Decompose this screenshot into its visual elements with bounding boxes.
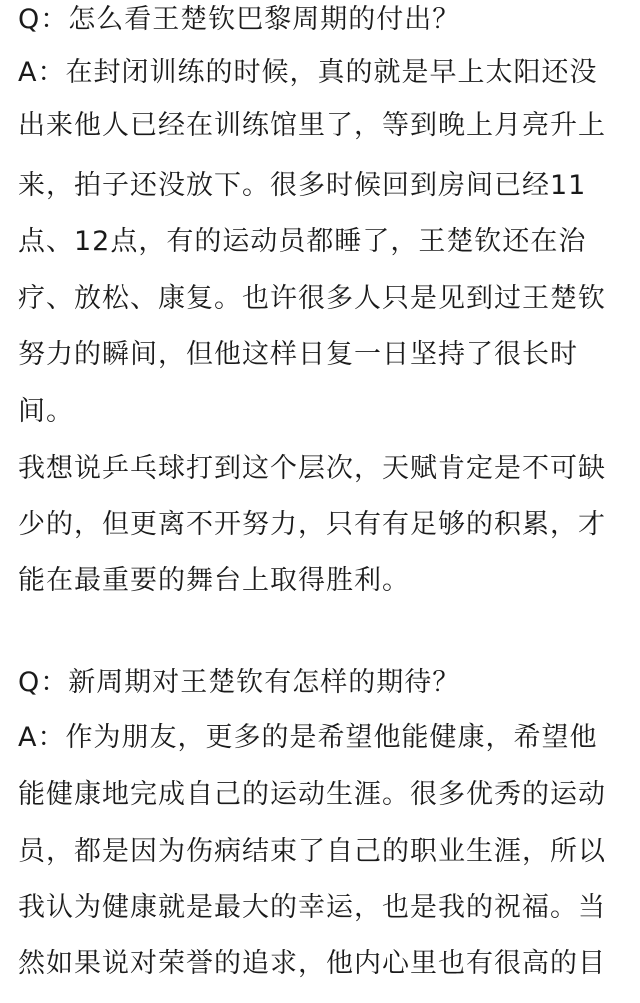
answer-1-line-6: 努力的瞬间，但他这样日复一日坚持了很长时 bbox=[18, 339, 578, 370]
answer-2-line-2: 能健康地完成自己的运动生涯。很多优秀的运动 bbox=[18, 779, 606, 810]
answer-1-line-3: 来，拍子还没放下。很多时候回到房间已经11 bbox=[18, 170, 587, 201]
question-1: Q：怎么看王楚钦巴黎周期的付出？ bbox=[18, 4, 461, 35]
answer-1-line-2: 出来他人已经在训练馆里了，等到晚上月亮升上 bbox=[18, 110, 606, 141]
answer-1-line-7: 间。 bbox=[18, 396, 74, 427]
paragraph-2-line-2: 少的，但更离不开努力，只有有足够的积累，才 bbox=[18, 509, 606, 540]
answer-1-line-5: 疗、放松、康复。也许很多人只是见到过王楚钦 bbox=[18, 283, 606, 314]
question-2: Q：新周期对王楚钦有怎样的期待？ bbox=[18, 667, 461, 698]
answer-2-line-4: 我认为健康就是最大的幸运，也是我的祝福。当 bbox=[18, 892, 606, 923]
paragraph-2-line-3: 能在最重要的舞台上取得胜利。 bbox=[18, 565, 410, 596]
answer-2-line-3: 员，都是因为伤病结束了自己的职业生涯，所以 bbox=[18, 836, 606, 867]
answer-1-line-4: 点、12点，有的运动员都睡了，王楚钦还在治 bbox=[18, 226, 587, 257]
answer-1-line-1: A：在封闭训练的时候，真的就是早上太阳还没 bbox=[18, 57, 598, 88]
answer-2-line-1: A：作为朋友，更多的是希望他能健康，希望他 bbox=[18, 722, 598, 753]
answer-2-line-5: 然如果说对荣誉的追求，他内心里也有很高的目 bbox=[18, 948, 606, 979]
paragraph-2-line-1: 我想说乒乓球打到这个层次，天赋肯定是不可缺 bbox=[18, 453, 606, 484]
